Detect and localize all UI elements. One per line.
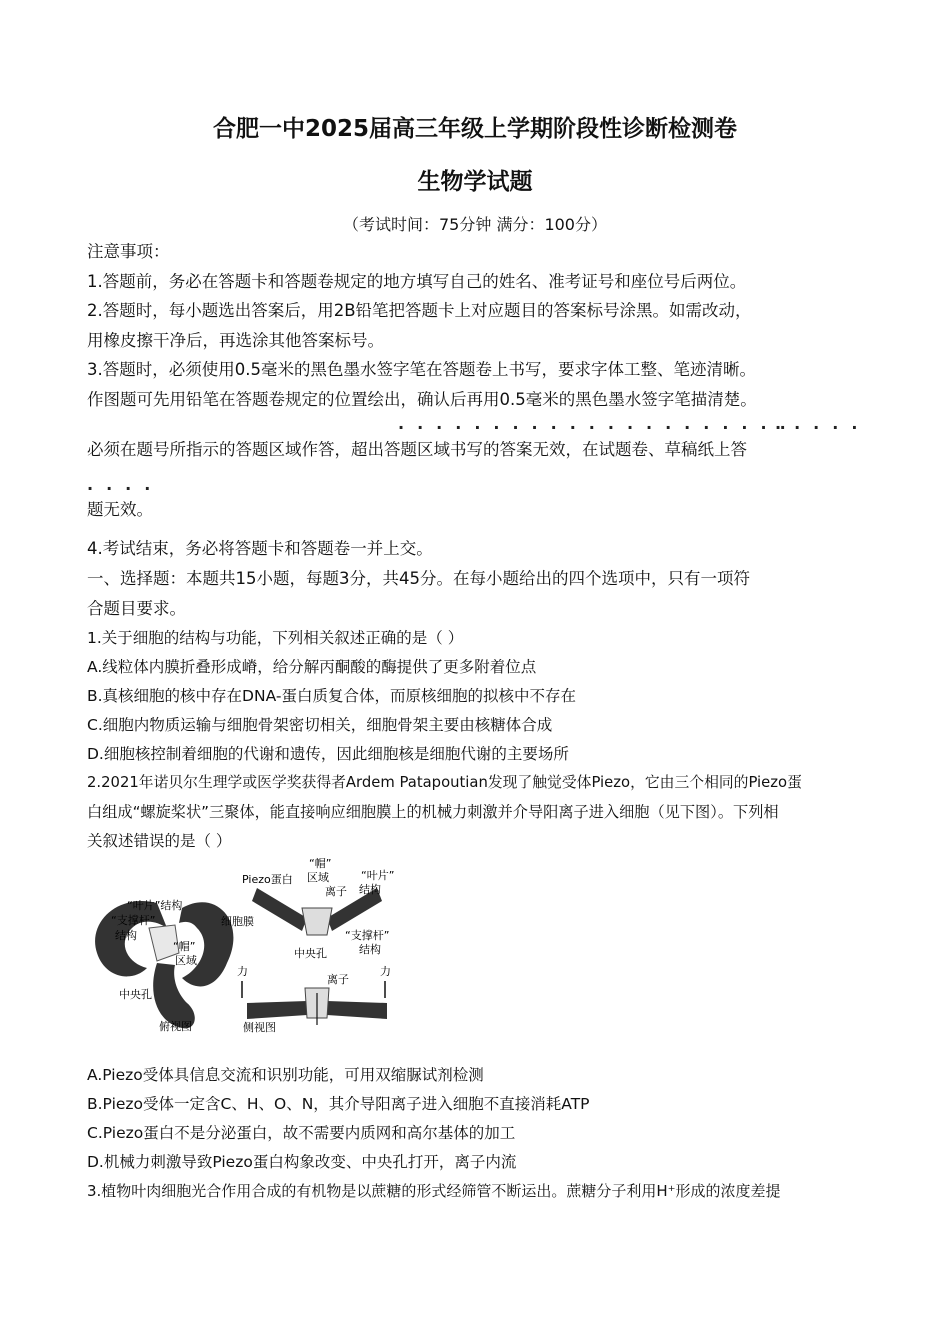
document-title: 合肥一中2025届高三年级上学期阶段性诊断检测卷: [212, 116, 737, 142]
note-item-3-line-2: 作图题可先用铅笔在答题卷规定的位置绘出，确认后再用0.5毫米的黑色墨水签字笔描清楚。: [87, 390, 757, 409]
q2-option-b: B.Piezo受体一定含C、H、O、N，其介导阳离子进入细胞不直接消耗ATP: [87, 1095, 590, 1113]
fig-label-ion-2: 离子: [327, 973, 349, 986]
note-item-3-line-4: 题无效。: [87, 500, 153, 519]
flat-blade-right: [327, 1001, 387, 1019]
q2-option-a: A.Piezo受体具信息交流和识别功能，可用双缩脲试剂检测: [87, 1066, 484, 1084]
q1-option-b: B.真核细胞的核中存在DNA-蛋白质复合体，而原核细胞的拟核中不存在: [87, 687, 576, 705]
note-item-1: 1.答题前，务必在答题卡和答题卷规定的地方填写自己的姓名、准考证号和座位号后两位。: [87, 272, 747, 291]
blade-shape-3: [153, 963, 195, 1028]
q1-option-a: A.线粒体内膜折叠形成嵴，给分解丙酮酸的酶提供了更多附着位点: [87, 658, 537, 676]
q3-stem-line-1: 3.植物叶肉细胞光合作用合成的有机物是以蔗糖的形式经筛管不断运出。蔗糖分子利用H⁺形成的浓度差提: [87, 1182, 781, 1200]
fig-label-ion: 离子: [325, 885, 347, 898]
fig-label-leaf-structure: “叶片”结构: [127, 899, 183, 912]
fig-label-central-pore-top: 中央孔: [119, 988, 152, 1001]
note-item-3-line-1: 3.答题时，必须使用0.5毫米的黑色墨水签字笔在答题卷上书写，要求字体工整、笔迹清晰。: [87, 360, 756, 379]
q2-stem-line-3: 关叙述错误的是（ ）: [87, 832, 232, 850]
q1-option-d: D.细胞核控制着细胞的代谢和遗传，因此细胞核是细胞代谢的主要场所: [87, 745, 569, 763]
fig-label-membrane: 细胞膜: [221, 915, 254, 928]
fig-label-structure-2: 结构: [359, 943, 381, 956]
exam-info: （考试时间：75分钟 满分：100分）: [343, 215, 607, 234]
q1-stem: 1.关于细胞的结构与功能，下列相关叙述正确的是（ ）: [87, 629, 464, 647]
section-heading-line-1: 一、选择题：本题共15小题，每题3分，共45分。在每小题给出的四个选项中，只有一项符: [87, 569, 750, 588]
note-item-2-line-2: 用橡皮擦干净后，再选涂其他答案标号。: [87, 331, 384, 350]
fig-label-structure-top: 结构: [115, 929, 137, 942]
fig-label-piezo-protein: Piezo蛋白: [242, 873, 293, 886]
q2-stem-line-1: 2.2021年诺贝尔生理学或医学奖获得者Ardem Patapoutian发现了触觉受体Piezo，它由三个相同的Piezo蛋: [87, 774, 802, 791]
fig-label-side-view: 侧视图: [243, 1021, 276, 1034]
section-heading-line-2: 合题目要求。: [87, 599, 186, 618]
side-view-force-diagram: [237, 964, 391, 1034]
side-view-diagram: [221, 856, 394, 960]
fig-label-region-top: 区域: [175, 954, 197, 967]
side-blade-left: [252, 888, 307, 931]
piezo-figure: [87, 853, 427, 1038]
fig-label-strut: “支撑杆”: [111, 914, 156, 927]
fig-label-top-view: 俯视图: [159, 1020, 192, 1033]
q2-stem-line-2: 白组成“螺旋桨状”三聚体，能直接响应细胞膜上的机械力刺激并介导阳离子进入细胞（见下图）。下列相: [87, 803, 779, 821]
top-view-diagram: [95, 898, 233, 1033]
note-item-3-line-3: 必须在题号所指示的答题区域作答，超出答题区域书写的答案无效，在试题卷、草稿纸上答: [87, 440, 747, 459]
flat-blade-left: [247, 1001, 307, 1019]
fig-label-cap: “帽”: [173, 940, 196, 953]
q2-option-d: D.机械力刺激导致Piezo蛋白构象改变、中央孔打开，离子内流: [87, 1153, 517, 1171]
fig-label-leaf-quote: “叶片”: [361, 869, 395, 882]
notes-heading: 注意事项：: [87, 242, 170, 261]
emphasis-dots-c: ····: [87, 479, 164, 498]
fig-label-strut-quote: “支撑杆”: [345, 929, 390, 942]
fig-label-force-left: 力: [237, 965, 248, 978]
note-item-4: 4.考试结束，务必将答题卡和答题卷一并上交。: [87, 539, 433, 558]
fig-label-force-right: 力: [380, 965, 391, 978]
side-cap-shape: [302, 908, 332, 935]
fig-label-region: 区域: [307, 871, 329, 884]
q1-option-c: C.细胞内物质运输与细胞骨架密切相关，细胞骨架主要由核糖体合成: [87, 716, 553, 734]
subject-title: 生物学试题: [417, 169, 533, 195]
fig-label-central-pore: 中央孔: [294, 947, 327, 960]
emphasis-dots-a: ·····················: [398, 418, 799, 437]
fig-label-cap-quote: “帽”: [309, 857, 332, 870]
q2-option-c: C.Piezo蛋白不是分泌蛋白，故不需要内质网和高尔基体的加工: [87, 1124, 516, 1142]
note-item-2-line-1: 2.答题时，每小题选出答案后，用2B铅笔把答题卡上对应题目的答案标号涂黑。如需改动，: [87, 301, 752, 320]
emphasis-dots-b: ·····: [775, 418, 871, 437]
fig-label-structure: 结构: [359, 883, 381, 896]
